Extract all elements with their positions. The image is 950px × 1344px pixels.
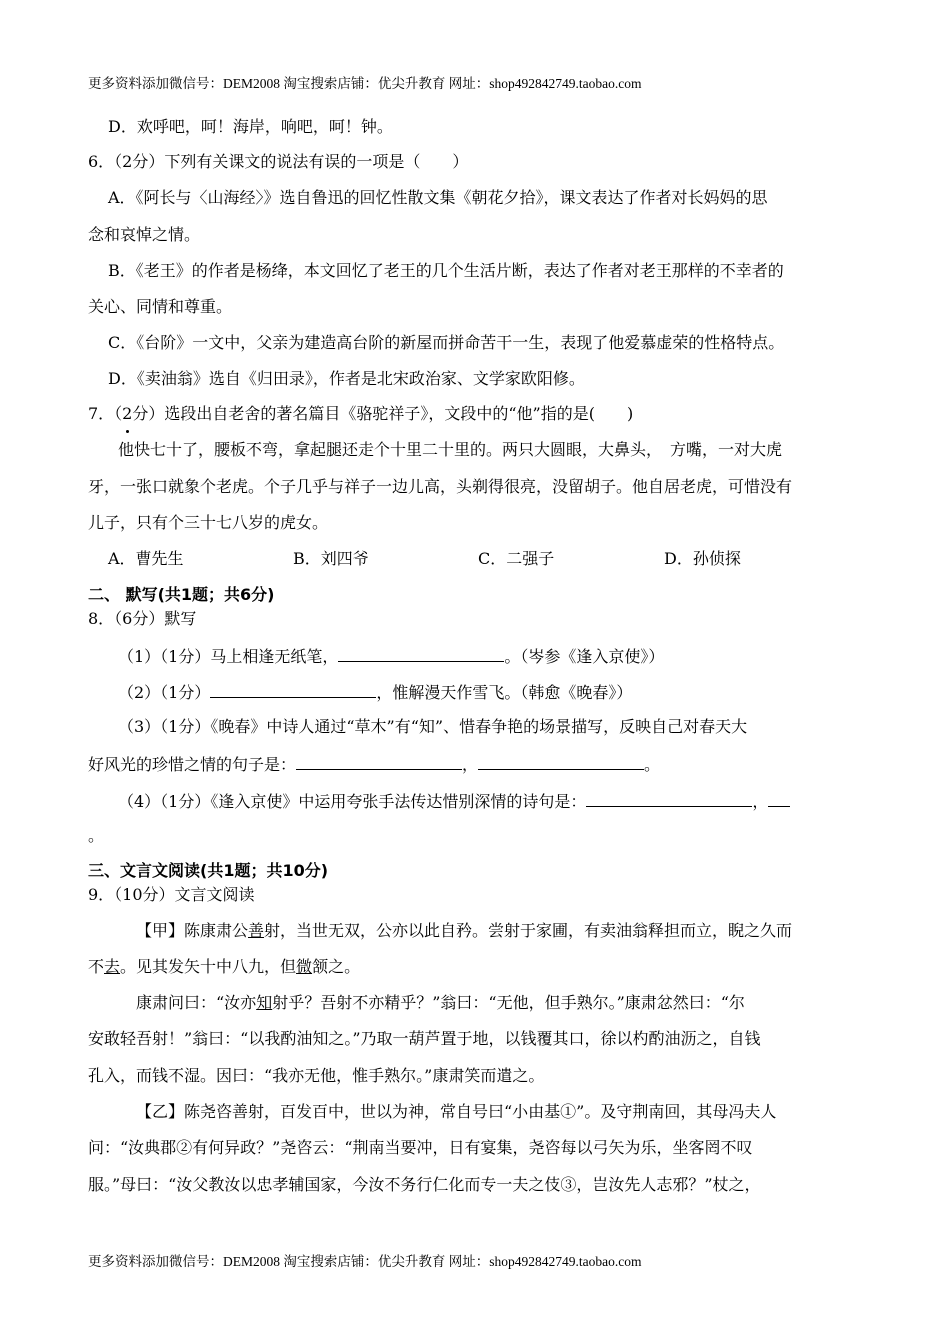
q9-jia-text-3: 不 (88, 957, 105, 976)
q8-item-3-blank-1[interactable] (296, 753, 462, 770)
page-footer: 更多资料添加微信号：DEM2008 淘宝搜索店铺：优尖升教育 网址：shop492842749.taobao.com (88, 1254, 642, 1269)
q8-item-4-blank-1[interactable] (586, 790, 752, 807)
q9-jia-line-1 (136, 921, 792, 941)
q6-stem: 6．（2分）下列有关课文的说法有误的一项是（ ） (88, 152, 469, 171)
q8-item-3: （3）（1分）《晚春》中诗人通过“草木”有“知”、惜春争艳的场景描写，反映自己对春天大 (118, 717, 748, 736)
q6-option-b: B．《老王》的作者是杨绛，本文回忆了老王的几个生活片断，表达了作者对老王那样的不幸者的 (108, 261, 784, 280)
q6-option-a-cont: 念和哀悼之情。 (88, 225, 201, 244)
q8-item-4-period: 。 (88, 826, 105, 845)
q9-jia-underlined-wei: 微 (296, 957, 313, 976)
q8-item-2-blank[interactable] (210, 681, 376, 698)
q9-jia-line-2 (88, 957, 360, 977)
q8-item-3-period: 。 (644, 755, 661, 774)
q7-option-d: D．孙侦探 (664, 549, 741, 568)
q8-item-3-cont (88, 753, 660, 775)
q9-yi-line-2: 问：“汝典郡②有何异政？”尧咨云：“荆南当要冲，日有宴集，尧咨每以弓矢为乐，坐客罔不叹 (88, 1138, 753, 1157)
q9-jia-text-7: 射乎？吾射不亦精乎？”翁曰：“无他，但手熟尔。”康肃忿然曰：“尔 (272, 993, 745, 1012)
q7-passage-line-1: 他快七十了，腰板不弯，拿起腿还走个十里二十里的。两只大圆眼，大鼻头， 方嘴，一对大虎 (118, 440, 783, 459)
q7-passage-line-2: 牙，一张口就象个老虎。个子几乎与祥子一边儿高，头剃得很亮，没留胡子。他自居老虎，可惜没有 (88, 477, 793, 496)
q8-item-1-text: （1）（1分）马上相逢无纸笔， (118, 647, 339, 666)
q8-item-1 (118, 645, 664, 667)
q9-jia-underlined-zhi: 知 (256, 993, 273, 1012)
q9-stem: 9．（10分）文言文阅读 (88, 885, 255, 904)
q8-item-2-source: ，惟解漫天作雪飞。（韩愈《晚春》） (376, 683, 633, 702)
q7-passage-line-3: 儿子，只有个三十七八岁的虎女。 (88, 513, 329, 532)
q9-jia-line-4: 安敢轻吾射！”翁曰：“以我酌油知之。”乃取一葫芦置于地，以钱覆其口，徐以杓酌油沥之，自钱 (88, 1029, 761, 1048)
q9-jia-text-2: 射，当世无双，公亦以此自矜。尝射于家圃，有卖油翁释担而立，睨之久而 (264, 921, 793, 940)
q9-jia-text-5: 颔之。 (312, 957, 361, 976)
page-header: 更多资料添加微信号：DEM2008 淘宝搜索店铺：优尖升教育 网址：shop492842749.taobao.com (88, 76, 642, 91)
q7-option-a: A．曹先生 (108, 549, 184, 568)
emphasis-dot (126, 430, 129, 433)
q8-item-4-comma: ， (752, 792, 769, 811)
q6-option-b-cont: 关心、同情和尊重。 (88, 297, 233, 316)
q6-option-d: D．《卖油翁》选自《归田录》，作者是北宋政治家、文学家欧阳修。 (108, 369, 585, 388)
q8-item-4 (118, 790, 790, 812)
q8-item-2-text: （2）（1分） (118, 683, 211, 702)
q8-item-3-comma: ， (462, 755, 479, 774)
q7-stem: 7．（2分）选段出自老舍的著名篇目《骆驼祥子》，文段中的“他”指的是( ) (88, 404, 634, 423)
q8-item-1-source: 。（岑参《逢入京使》） (504, 647, 665, 666)
q8-item-3-blank-2[interactable] (478, 753, 644, 770)
q9-jia-underlined-shan: 善 (248, 921, 265, 940)
q9-jia-text-6: 康肃问曰：“汝亦 (136, 993, 257, 1012)
q8-item-3-prompt: 好风光的珍惜之情的句子是： (88, 755, 297, 774)
q9-jia-text-4: 。见其发矢十中八九，但 (120, 957, 297, 976)
q6-option-c: C．《台阶》一文中，父亲为建造高台阶的新屋而拼命苦干一生，表现了他爱慕虚荣的性格特点。 (108, 333, 785, 352)
q9-yi-line-3: 服。”母曰：“汝父教汝以忠孝辅国家，今汝不务行仁化而专一夫之伎③，岂汝先人志邪？”杖之， (88, 1175, 761, 1194)
q9-jia-underlined-qu: 去 (104, 957, 121, 976)
q9-jia-line-3 (136, 993, 745, 1013)
q8-stem: 8．（6分）默写 (88, 609, 197, 628)
q9-jia-line-5: 孔入，而钱不湿。因曰：“我亦无他，惟手熟尔。”康肃笑而遣之。 (88, 1066, 545, 1085)
q8-item-1-blank[interactable] (338, 645, 504, 662)
q9-jia-text-1: 【甲】陈康肃公 (136, 921, 249, 940)
q7-option-b: B．刘四爷 (293, 549, 369, 568)
q8-item-2 (118, 681, 632, 703)
q9-yi-line-1: 【乙】陈尧咨善射，百发百中，世以为神，常自号曰“小由基①”。及守荆南回，其母冯夫人 (136, 1102, 777, 1121)
q5-option-d: D．欢呼吧，呵！海岸，响吧，呵！钟。 (108, 117, 393, 136)
section-3-heading: 三、文言文阅读(共1题；共10分) (88, 861, 329, 880)
q8-item-4-blank-2[interactable] (768, 790, 790, 807)
q7-option-c: C．二强子 (478, 549, 555, 568)
section-2-heading: 二、 默写(共1题；共6分) (88, 585, 275, 604)
q6-option-a: A．《阿长与〈山海经〉》选自鲁迅的回忆性散文集《朝花夕拾》，课文表达了作者对长妈妈的思 (108, 188, 768, 207)
q8-item-4-text: （4）（1分）《逢入京使》中运用夸张手法传达惜别深情的诗句是： (118, 792, 587, 811)
